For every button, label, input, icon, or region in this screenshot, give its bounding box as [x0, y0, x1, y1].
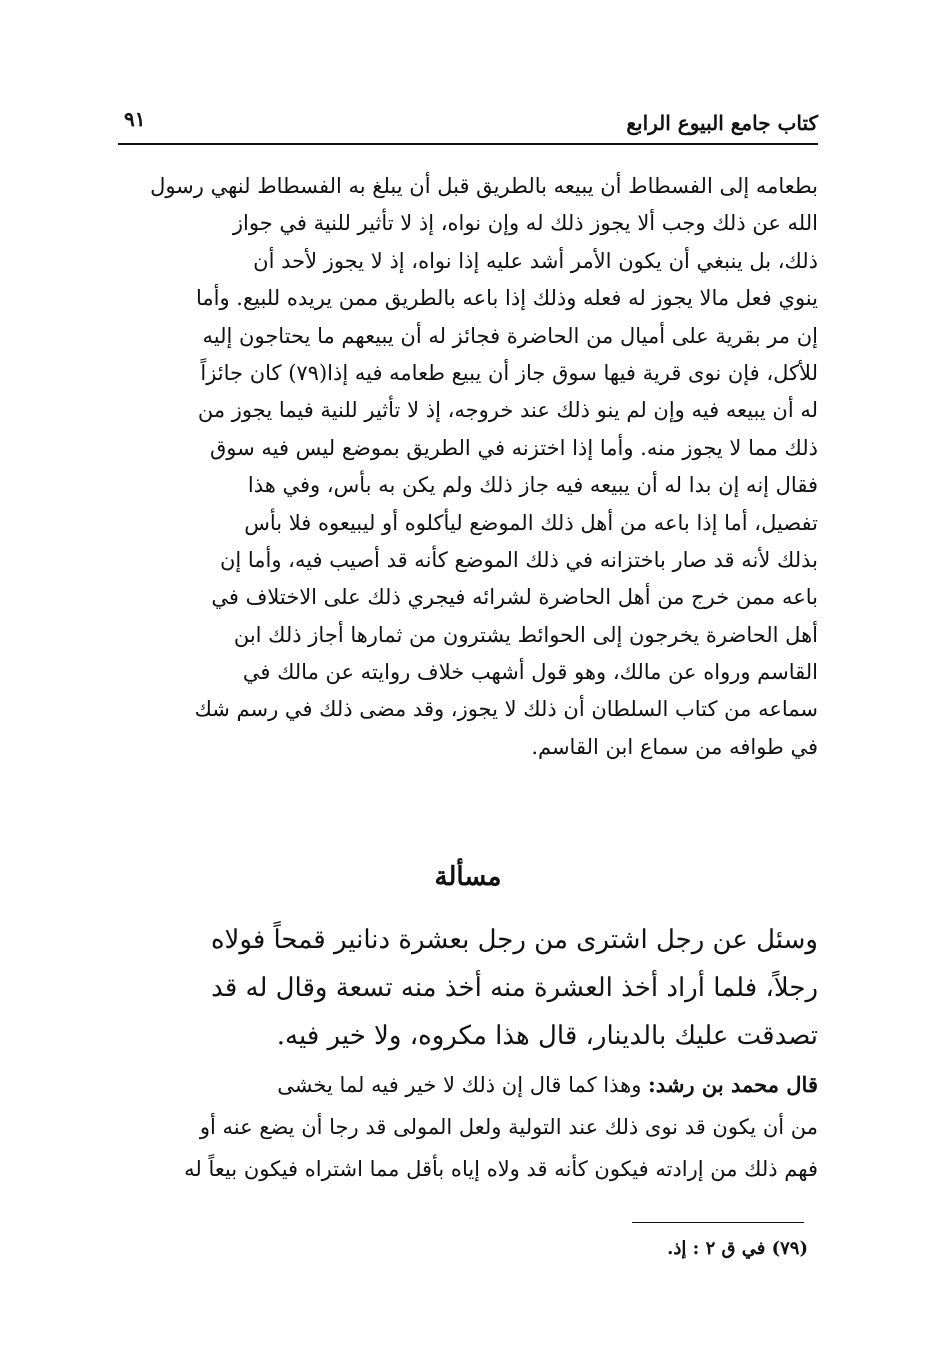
question-line: رجلاً، فلما أراد أخذ العشرة منه أخذ منه تسعة وقال له قد: [211, 973, 818, 1003]
text-line: الله عن ذلك وجب ألا يجوز ذلك له وإن نواه، إذ لا تأثير للنية في جواز: [232, 211, 818, 236]
question-line: وسئل عن رجل اشترى من رجل بعشرة دنانير قمحاً فولاه: [210, 925, 818, 955]
text-line: بطعامه إلى الفسطاط أن يبيعه بالطريق قبل أن يبلغ به الفسطاط لنهي رسول: [150, 174, 818, 198]
text-line: للأكل، فإن نوى قرية فيها سوق جاز أن يبيع طعامه فيه إذا(٧٩) كان جائزاً: [200, 360, 818, 385]
text-line: في طوافه من سماع ابن القاسم.: [531, 734, 818, 759]
answer-line: فهم ذلك من إرادته فيكون كأنه قد ولاه إياه بأقل مما اشتراه فيكون بيعاً له: [184, 1157, 818, 1181]
running-header: [118, 103, 818, 145]
section-heading: مسألة: [434, 862, 502, 892]
footnote-divider: [632, 1222, 804, 1223]
question-paragraph: [118, 916, 818, 1060]
text-line: القاسم ورواه عن مالك، وهو قول أشهب خلاف روايته عن مالك في: [242, 660, 818, 685]
text-line: فقال إنه إن بدا له أن يبيعه فيه جاز ذلك ولم يكن به بأس، وفي هذا: [247, 473, 818, 498]
book-title: كتاب جامع البيوع الرابع: [626, 111, 818, 135]
text-line: أهل الحاضرة يخرجون إلى الحوائط يشترون من ثمارها أجاز ذلك ابن: [233, 622, 818, 647]
text-line: سماعه من كتاب السلطان أن ذلك لا يجوز، وقد مضى ذلك في رسم شك: [194, 697, 818, 722]
answer-paragraph: [118, 1064, 818, 1190]
answer-line: من أن يكون قد نوى ذلك عند التولية ولعل المولى قد رجا أن يضع عنه أو: [199, 1115, 818, 1139]
page-number: ٩١: [124, 107, 146, 131]
answer-line-text: وهذا كما قال إن ذلك لا خير فيه لما يخشى: [277, 1073, 649, 1097]
text-line: له أن يبيعه فيه وإن لم ينو ذلك عند خروجه، إذ لا تأثير للنية فيما يجوز من: [197, 398, 818, 423]
text-line: تفصيل، أما إذا باعه من أهل ذلك الموضع ليأكلوه أو ليبيعوه فلا بأس: [244, 510, 818, 535]
text-line: باعه ممن خرج من أهل الحاضرة لشرائه فيجري ذلك على الاختلاف في: [211, 585, 818, 610]
text-line: ذلك مما لا يجوز منه. وأما إذا اختزنه في الطريق بموضع ليس فيه سوق: [209, 435, 818, 460]
question-line: تصدقت عليك بالدينار، قال هذا مكروه، ولا خير فيه.: [276, 1021, 818, 1051]
text-line: ذلك، بل ينبغي أن يكون الأمر أشد عليه إذا نواه، إذ لا يجوز لأحد أن: [253, 248, 818, 273]
text-line: ينوي فعل مالا يجوز له فعله وذلك إذا باعه بالطريق ممن يريده للبيع. وأما: [195, 286, 818, 311]
answer-first-line: [118, 1064, 818, 1106]
footnote: (٧٩) في ق ٢ : إذ.: [667, 1238, 808, 1259]
answer-speaker: قال محمد بن رشد:: [648, 1072, 818, 1097]
text-line: إن مر بقرية على أميال من الحاضرة فجائز له أن يبيعهم ما يحتاجون إليه: [202, 323, 818, 348]
text-line: بذلك لأنه قد صار باختزانه في ذلك الموضع كأنه قد أصيب فيه، وأما إن: [219, 547, 818, 572]
main-paragraph: [118, 168, 818, 766]
